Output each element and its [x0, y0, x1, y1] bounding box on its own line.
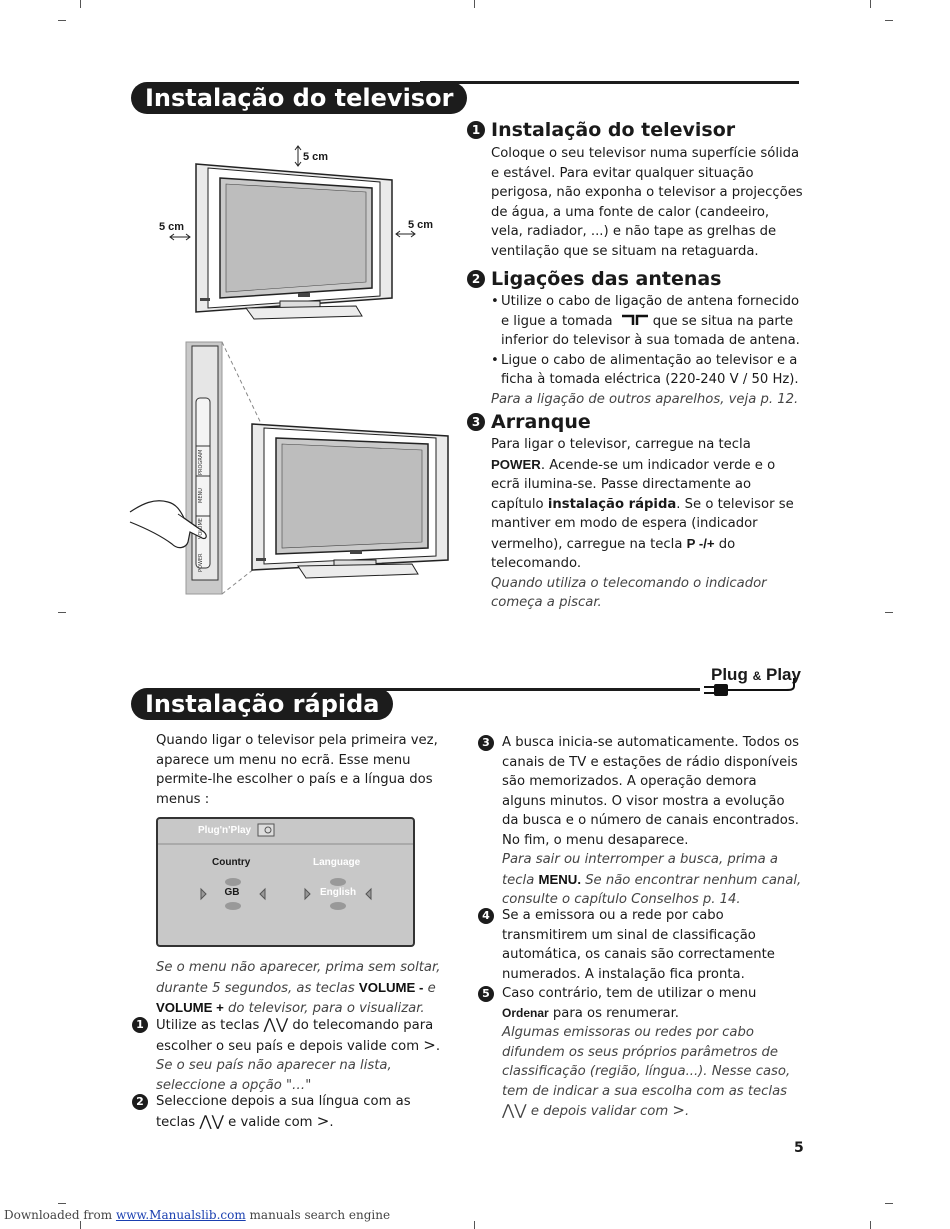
crop-mark — [58, 1203, 66, 1204]
step-heading — [467, 411, 591, 433]
bullet-text: que se situa na parte inferior do televisor à sua tomada de antena. — [501, 313, 800, 348]
tv-side-controls-diagram — [128, 338, 458, 598]
text-run: do telecomando. — [491, 536, 736, 571]
crop-mark — [870, 1221, 871, 1229]
up-down-keys-icon: ⋀⋁ — [502, 1101, 527, 1119]
page-number: 5 — [794, 1140, 804, 1156]
quick-step-4 — [478, 906, 804, 984]
footer-text: manuals search engine — [249, 1208, 391, 1222]
text-run: e — [427, 980, 436, 996]
section-title: Instalação rápida — [131, 688, 393, 720]
up-down-keys-icon: ⋀⋁ — [263, 1015, 289, 1033]
crop-mark — [80, 1221, 81, 1229]
text-run: e depois validar com — [530, 1104, 669, 1119]
step-text: Coloque o seu televisor numa superfície sólida e estável. Para evitar qualquer situação perigosa, não exponha o televisor a projecções de água, a uma fonte de calor (candeeiro, vela, radiador, ...) e não tape as grelhas de ventilação que se situam na retaguarda. — [491, 146, 803, 259]
bullet-item: • Ligue o cabo de alimentação ao televisor e a ficha à tomada eléctrica (220-240 V / 50 Hz). — [491, 351, 803, 390]
power-key-label: POWER — [491, 456, 541, 472]
tv-clearance-diagram — [150, 140, 450, 330]
section-title: Instalação do televisor — [131, 82, 467, 114]
text-run: do telecomando para escolher o seu país e depois valide com — [156, 1018, 434, 1054]
menu-title: Plug'n'Play — [198, 824, 252, 836]
bullet-item: • Utilize o cabo de ligação de antena fornecido e ligue a tomada que se situa na parte inferior do televisor à sua tomada de antena. — [491, 294, 800, 348]
quick-step-5: 5 Caso contrário, tem de utilizar o menu Ordenar para os renumerar. Algumas emissoras ou redes por cabo difundem os seus próprios parâmetros de classificação (região, língua...). Nesse caso, tem de indicar a sua escolha com as teclas ⋀⋁ e depois validar com >. — [478, 984, 804, 1122]
step-number-icon: 1 — [467, 121, 485, 139]
bullet-text: Ligue o cabo de alimentação ao televisor e a ficha à tomada eléctrica (220-240 V / 50 Hz). — [501, 352, 799, 387]
text-run: Utilize as teclas — [156, 1018, 260, 1033]
text-run: Se não encontrar nenhum canal, consulte o capítulo Conselhos p. 14. — [502, 872, 802, 907]
step-note: Quando utiliza o telecomando o indicador começa a piscar. — [491, 575, 767, 610]
language-label: Language — [313, 857, 361, 868]
antenna-socket-icon — [621, 314, 649, 326]
chapter-ref: instalação rápida — [547, 496, 677, 512]
logo-text: & — [752, 669, 762, 683]
quick-step-2: 2 Seleccione depois a sua língua com as teclas ⋀⋁ e valide com >. — [132, 1092, 446, 1132]
menu-divider — [158, 843, 413, 845]
intro-paragraph: Quando ligar o televisor pela primeira vez, aparece um menu no ecrã. Esse menu permite-lhe escolher o país e a língua dos menus : — [156, 733, 438, 807]
text-run: . Se o televisor se mantiver em modo de espera (indicador vermelho), carregue na tecla — [491, 496, 794, 552]
menu-key-label: MENU. — [538, 871, 581, 887]
plug-n-play-menu — [156, 817, 415, 947]
crop-mark — [885, 1203, 893, 1204]
step-title: Arranque — [491, 411, 591, 433]
footer-text: Downloaded from — [4, 1208, 113, 1222]
manualslib-link[interactable]: www.Manualslib.com — [115, 1208, 246, 1222]
clearance-left-label: 5 cm — [159, 221, 185, 233]
side-panel-labels — [199, 442, 213, 578]
step-number-icon: 4 — [478, 908, 494, 924]
crop-mark — [885, 20, 893, 21]
bullet-text: Utilize o cabo de ligação de antena fornecido e ligue a tomada — [501, 294, 800, 329]
text-run: para os renumerar. — [552, 1005, 679, 1021]
step-number-icon: 1 — [132, 1017, 148, 1033]
plug-icon — [700, 676, 798, 698]
step-heading — [467, 268, 722, 290]
text-run: Para sair ou interromper a busca, prima a tecla — [502, 852, 778, 888]
step-text: Se a emissora ou a rede por cabo transmitirem um sinal de classificação automática, os canais são correctamente numerados. A instalação fica pronta. — [502, 908, 775, 982]
text-run: Para ligar o televisor, carregue na tecla — [491, 437, 751, 452]
volume-plus-key: VOLUME + — [156, 1000, 224, 1015]
step-3-body — [491, 435, 803, 613]
quick-step-3 — [478, 733, 804, 910]
step-note: Para a ligação de outros aparelhos, veja p. 12. — [491, 391, 799, 407]
up-down-keys-icon: ⋀⋁ — [199, 1111, 224, 1130]
text-run: . Acende-se um indicador verde e o ecrã ilumina-se. Passe directamente ao capítulo — [491, 457, 776, 512]
side-label-menu: MENU — [198, 488, 204, 504]
step-note: Se o seu país não aparecer na lista, seleccione a opção "…" — [156, 1058, 392, 1093]
step-title: Instalação do televisor — [491, 119, 736, 141]
language-value: English — [319, 887, 357, 898]
text-run: Caso contrário, tem de utilizar o menu — [502, 986, 757, 1001]
step-number-icon: 3 — [467, 413, 485, 431]
logo-text: Play — [765, 665, 801, 684]
clearance-right-label: 5 cm — [408, 219, 434, 231]
crop-mark — [474, 1221, 475, 1229]
text-run: Algumas emissoras ou redes por cabo difundem os seus próprios parâmetros de classificação (região, língua...). Nesse caso, tem de indicar a sua escolha com as teclas — [502, 1025, 791, 1099]
crop-mark — [80, 0, 81, 8]
side-label-program: PROGRAM — [198, 449, 204, 475]
text-run: Seleccione depois a sua língua com as teclas — [156, 1094, 411, 1130]
clearance-top-label: 5 cm — [303, 151, 329, 163]
quick-step-1: 1 Utilize as teclas ⋀⋁ do telecomando para escolher o seu país e depois valide com >. Se o seu país não aparecer na lista, seleccione a opção "…" — [132, 1015, 446, 1095]
menu-logo-icon — [257, 823, 275, 837]
step-text: A busca inicia-se automaticamente. Todos os canais de TV e estações de rádio disponíveis são memorizados. A operação demora alguns minutos. O visor mostra a evolução da busca e o número de canais encontrados. No fim, o menu desaparece. — [502, 735, 800, 848]
step-1-body — [491, 144, 803, 261]
step-2-body — [491, 292, 803, 409]
country-value: GB — [224, 887, 240, 898]
menu-header — [198, 823, 275, 837]
menu-hint — [156, 958, 446, 1019]
step-number-icon: 2 — [467, 270, 485, 288]
crop-mark — [58, 20, 66, 21]
text-run: Se o menu não aparecer, prima sem soltar, durante 5 segundos, as teclas — [156, 960, 441, 996]
crop-mark — [474, 0, 475, 8]
step-number-icon: 5 — [478, 986, 494, 1002]
crop-mark — [58, 612, 66, 613]
section-rule — [360, 688, 700, 691]
logo-text: Plug — [711, 665, 748, 684]
crop-mark — [870, 0, 871, 8]
country-label: Country — [212, 857, 251, 868]
volume-minus-key: VOLUME - — [358, 979, 424, 995]
step-title: Ligações das antenas — [491, 268, 722, 290]
text-run: do televisor, para o visualizar. — [227, 1001, 425, 1016]
step-heading — [467, 119, 735, 141]
footer — [4, 1208, 390, 1222]
ordenar-menu-label: Ordenar — [502, 1005, 549, 1020]
crop-mark — [885, 612, 893, 613]
intro-text — [156, 731, 446, 809]
right-key-icon: > — [316, 1111, 330, 1130]
text-run: e valide com — [228, 1114, 313, 1130]
right-key-icon: > — [672, 1101, 685, 1119]
right-key-icon: > — [423, 1035, 436, 1054]
side-label-power: POWER — [198, 553, 204, 573]
step-number-icon: 3 — [478, 735, 494, 751]
p-key-label: P -/+ — [686, 535, 715, 551]
section-rule — [420, 81, 799, 84]
step-number-icon: 2 — [132, 1094, 148, 1110]
side-label-volume: VOLUME — [198, 518, 204, 540]
step-text — [491, 435, 803, 574]
